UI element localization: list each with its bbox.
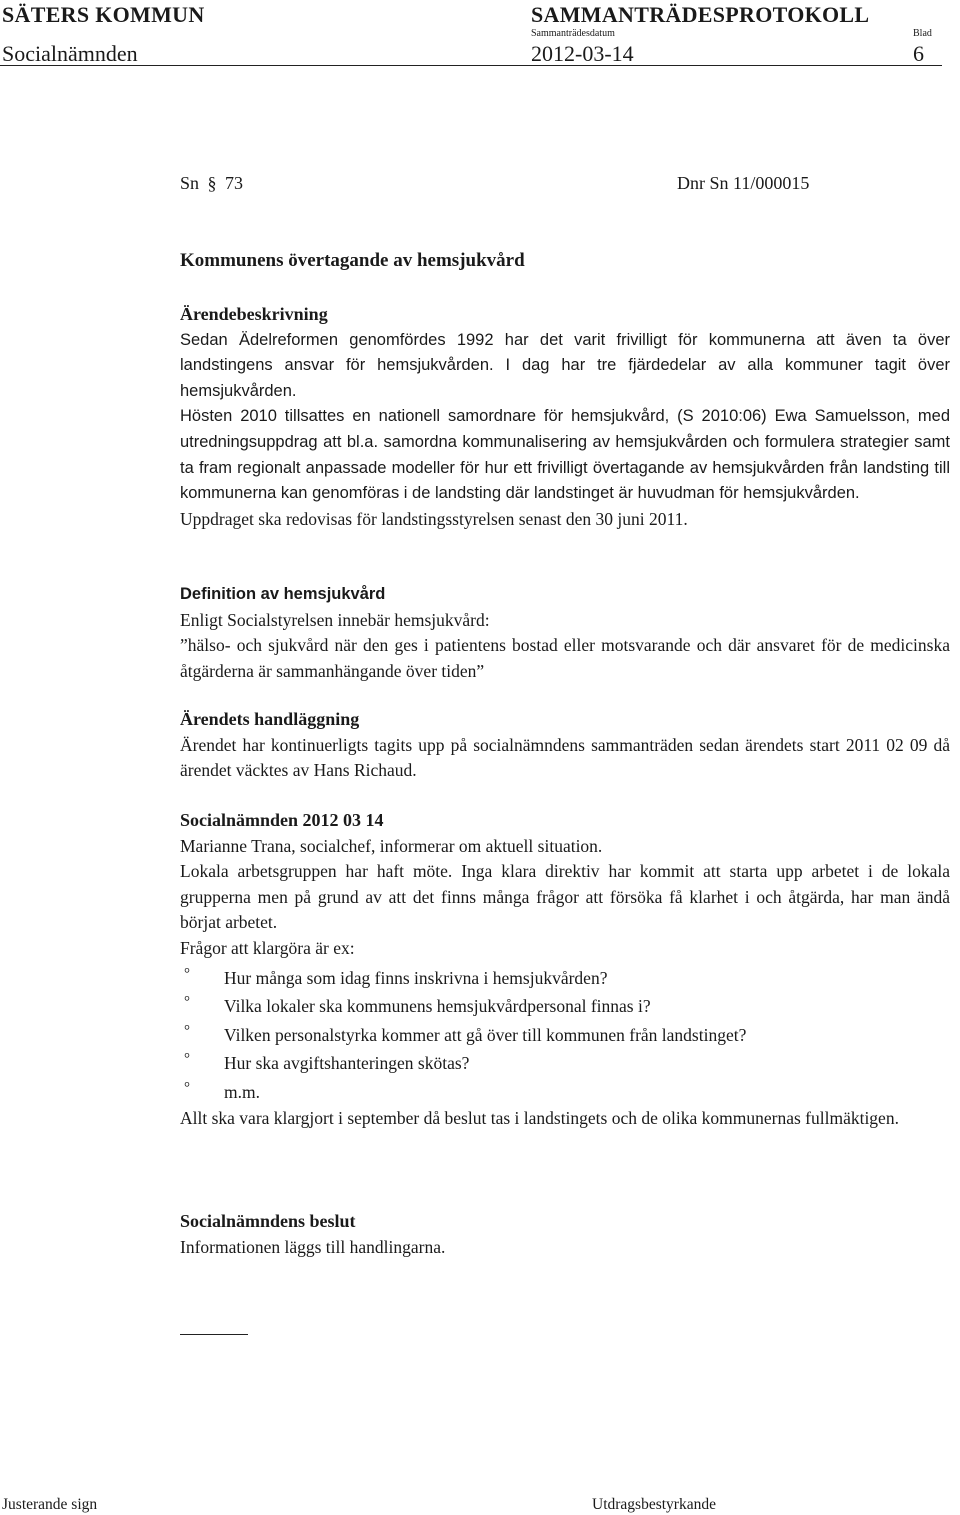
committee-name: Socialnämnden — [2, 41, 138, 66]
paragraph: Sedan Ädelreformen genomfördes 1992 har det varit frivilligt för kommunerna att även ta över landstingens ansvar för hemsjukvården. I dag har tre fjärdedelar av alla kommuner tagit över hemsjukvården. — [180, 330, 950, 400]
section-arendebeskrivning — [180, 302, 950, 532]
questions-intro: Frågor att klargöra är ex: — [180, 937, 355, 958]
date-label: Sammanträdesdatum — [531, 28, 615, 39]
paragraph-prefix: Sn — [180, 173, 200, 193]
paragraph: Lokala arbetsgruppen har haft möte. Inga klara direktiv har kommit att starta upp arbetet i de lokala grupperna men på grund av att det finns många frågor att försöka få klarhet i och åtgärda, har man ändå börjat arbetet. — [180, 861, 950, 933]
section-heading: Ärendebeskrivning — [180, 304, 328, 324]
section-heading: Definition av hemsjukvård — [180, 585, 386, 603]
paragraph-ref — [180, 173, 243, 194]
bullet-icon: ° — [184, 994, 190, 1011]
bullet-icon: ° — [184, 1079, 190, 1096]
paragraph-number: 73 — [225, 173, 244, 193]
section-heading: Ärendets handläggning — [180, 709, 360, 729]
paragraph: Ärendet har kontinuerligts tagits upp på socialnämndens sammanträden sedan ärendets start 2011 02 09 då ärendet väcktes av Hans Richaud. — [180, 734, 950, 781]
definition-quote: ”hälso- och sjukvård när den ges i patientens bostad eller motsvarande och där ansvaret för de medicinska åtgärderna är sammanhängande över tiden” — [180, 635, 950, 681]
footer-utdragsbestyrkande: Utdragsbestyrkande — [592, 1496, 716, 1513]
decision-text: Informationen läggs till handlingarna. — [180, 1236, 446, 1257]
page-number: 6 — [913, 41, 924, 66]
section-definition — [180, 582, 950, 684]
end-rule — [180, 1334, 248, 1335]
paragraph: Marianne Trana, socialchef, informerar om aktuell situation. — [180, 835, 603, 856]
section-heading: Socialnämnden 2012 03 14 — [180, 810, 384, 830]
case-title: Kommunens övertagande av hemsjukvård — [180, 250, 525, 271]
section-decision — [180, 1209, 950, 1260]
bullet-icon: ° — [184, 965, 190, 982]
document-type: SAMMANTRÄDESPROTOKOLL — [531, 2, 870, 27]
list-item: ° m.m. — [180, 1080, 950, 1106]
paragraph: Allt ska vara klargjort i september då beslut tas i landstingets och de olika kommunernas fullmäktigen. — [180, 1107, 899, 1128]
header-divider — [0, 65, 942, 66]
paragraph: Uppdraget ska redovisas för landstingsstyrelsen senast den 30 juni 2011. — [180, 508, 688, 529]
list-item: ° Vilken personalstyrka kommer att gå över till kommunen från landstinget? — [180, 1023, 950, 1049]
section-handlaggning — [180, 707, 950, 784]
page-label: Blad — [913, 28, 932, 39]
questions-list — [180, 966, 950, 1106]
list-item: ° Vilka lokaler ska kommunens hemsjukvårdpersonal finnas i? — [180, 994, 950, 1020]
definition-intro: Enligt Socialstyrelsen innebär hemsjukvård: — [180, 609, 490, 630]
case-number: Dnr Sn 11/000015 — [677, 173, 810, 193]
bullet-icon: ° — [184, 1051, 190, 1068]
bullet-icon: ° — [184, 1022, 190, 1039]
meeting-date: 2012-03-14 — [531, 41, 634, 66]
list-item: ° Hur många som idag finns inskrivna i hemsjukvården? — [180, 966, 950, 992]
footer-justerande-sign: Justerande sign — [2, 1496, 98, 1513]
section-meeting — [180, 808, 950, 1131]
municipality-name: SÄTERS KOMMUN — [2, 2, 205, 27]
paragraph: Hösten 2010 tillsattes en nationell samordnare för hemsjukvård, (S 2010:06) Ewa Samuelsson, med utredningsuppdrag att bl.a. samordna kommunalisering av hemsjukvården och formulera strategier samt ta fram regionalt anpassade modeller för hur ett frivilligt övertagande av hemsjukvården från landsting till kommunerna kan genomföras i de landsting där landstinget är huvudman för hemsjukvården. — [180, 407, 950, 503]
section-sign: § — [207, 173, 217, 193]
section-heading: Socialnämndens beslut — [180, 1211, 356, 1231]
list-item: ° Hur ska avgiftshanteringen skötas? — [180, 1051, 950, 1077]
